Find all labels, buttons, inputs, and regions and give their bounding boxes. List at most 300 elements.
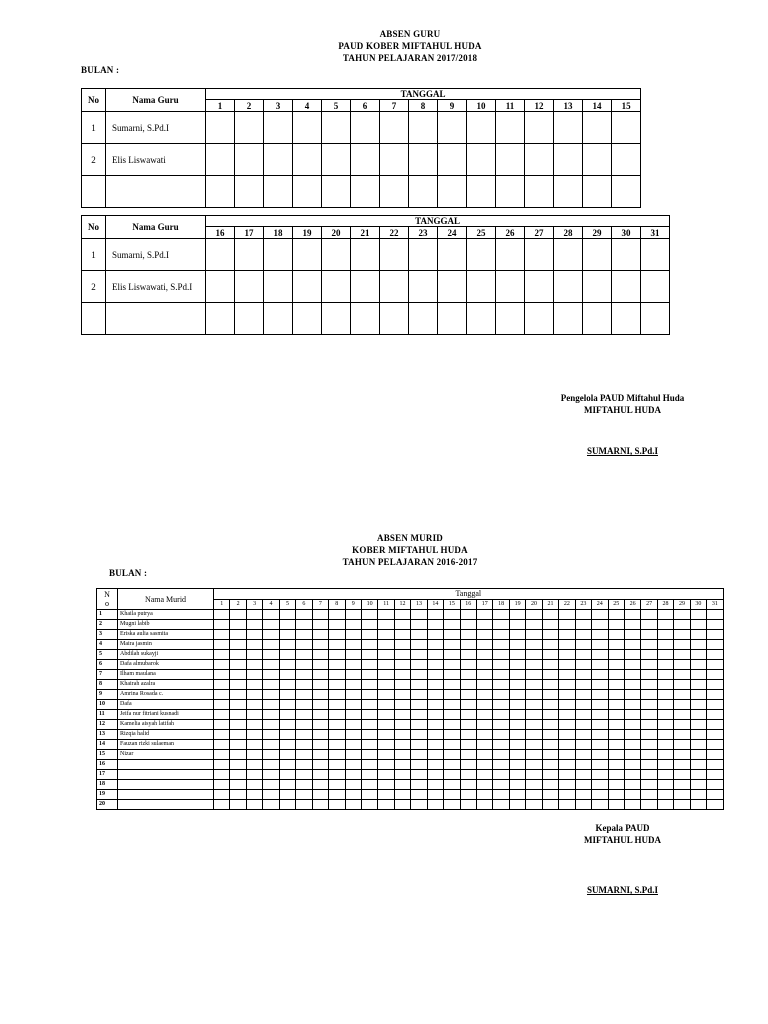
attendance-cell <box>460 800 476 810</box>
attendance-cell <box>296 780 312 790</box>
attendance-cell <box>214 640 230 650</box>
attendance-cell <box>592 640 608 650</box>
attendance-cell <box>509 610 525 620</box>
row-number: 1 <box>82 112 106 144</box>
col-no-header: No <box>82 216 106 239</box>
attendance-cell <box>322 176 351 208</box>
attendance-cell <box>394 610 410 620</box>
student-row <box>97 680 724 690</box>
attendance-cell <box>608 770 624 780</box>
attendance-cell <box>411 650 427 660</box>
attendance-cell <box>657 630 673 640</box>
attendance-cell <box>394 770 410 780</box>
attendance-cell <box>427 670 443 680</box>
attendance-cell <box>361 740 377 750</box>
attendance-cell <box>542 680 558 690</box>
attendance-cell <box>509 740 525 750</box>
date-header-cell: 25 <box>608 600 624 610</box>
date-header-cell: 29 <box>583 227 612 239</box>
attendance-cell <box>493 620 509 630</box>
attendance-cell <box>329 640 345 650</box>
attendance-cell <box>657 800 673 810</box>
attendance-cell <box>467 176 496 208</box>
student-row <box>97 710 724 720</box>
attendance-cell <box>279 690 295 700</box>
attendance-cell <box>329 650 345 660</box>
attendance-cell <box>542 620 558 630</box>
attendance-cell <box>592 780 608 790</box>
attendance-cell <box>674 670 690 680</box>
attendance-cell <box>493 790 509 800</box>
row-number: 3 <box>97 630 118 640</box>
student-row <box>97 750 724 760</box>
attendance-cell <box>246 680 262 690</box>
murid-school: KOBER MIFTAHUL HUDA <box>352 545 468 555</box>
attendance-cell <box>559 760 575 770</box>
date-header-cell: 8 <box>409 100 438 112</box>
date-header-cell: 23 <box>575 600 591 610</box>
attendance-cell <box>641 790 657 800</box>
student-name: Dafa almubarok <box>118 660 214 670</box>
attendance-cell <box>493 730 509 740</box>
attendance-cell <box>460 660 476 670</box>
teacher-row <box>82 144 641 176</box>
attendance-cell <box>477 780 493 790</box>
attendance-cell <box>378 690 394 700</box>
date-header-cell: 30 <box>690 600 706 610</box>
row-number: 2 <box>82 144 106 176</box>
attendance-cell <box>612 144 641 176</box>
attendance-cell <box>608 800 624 810</box>
date-header-cell: 11 <box>496 100 525 112</box>
attendance-cell <box>296 720 312 730</box>
attendance-cell <box>575 720 591 730</box>
attendance-cell <box>411 630 427 640</box>
attendance-cell <box>394 760 410 770</box>
attendance-cell <box>378 770 394 780</box>
attendance-cell <box>230 710 246 720</box>
attendance-cell <box>477 710 493 720</box>
attendance-cell <box>296 710 312 720</box>
attendance-cell <box>624 710 640 720</box>
attendance-cell <box>674 660 690 670</box>
attendance-cell <box>427 680 443 690</box>
attendance-cell <box>444 740 460 750</box>
attendance-cell <box>525 303 554 335</box>
attendance-cell <box>592 650 608 660</box>
attendance-cell <box>575 740 591 750</box>
attendance-cell <box>296 620 312 630</box>
attendance-cell <box>592 690 608 700</box>
attendance-cell <box>592 760 608 770</box>
attendance-cell <box>657 680 673 690</box>
teacher-name <box>106 176 206 208</box>
attendance-cell <box>214 750 230 760</box>
attendance-cell <box>493 760 509 770</box>
attendance-cell <box>411 780 427 790</box>
attendance-cell <box>554 271 583 303</box>
attendance-cell <box>444 610 460 620</box>
attendance-cell <box>345 760 361 770</box>
attendance-cell <box>496 303 525 335</box>
attendance-cell <box>427 740 443 750</box>
attendance-cell <box>657 740 673 750</box>
date-header-cell: 5 <box>279 600 295 610</box>
attendance-cell <box>509 650 525 660</box>
attendance-cell <box>312 770 328 780</box>
date-header-cell: 18 <box>264 227 293 239</box>
row-number: 2 <box>97 620 118 630</box>
attendance-cell <box>380 271 409 303</box>
murid-title: ABSEN MURID <box>377 533 443 543</box>
attendance-cell <box>279 620 295 630</box>
guru-signature-name: SUMARNI, S.Pd.I <box>586 446 658 456</box>
attendance-cell <box>707 740 723 750</box>
attendance-cell <box>312 640 328 650</box>
attendance-cell <box>296 800 312 810</box>
attendance-cell <box>235 303 264 335</box>
student-row <box>97 740 724 750</box>
attendance-cell <box>542 650 558 660</box>
attendance-cell <box>296 630 312 640</box>
attendance-cell <box>641 650 657 660</box>
attendance-cell <box>624 700 640 710</box>
attendance-cell <box>444 730 460 740</box>
attendance-cell <box>246 790 262 800</box>
attendance-cell <box>460 630 476 640</box>
attendance-cell <box>279 630 295 640</box>
attendance-cell <box>526 710 542 720</box>
attendance-cell <box>438 271 467 303</box>
attendance-cell <box>264 112 293 144</box>
date-header-cell: 5 <box>322 100 351 112</box>
murid-bulan-label: BULAN : <box>109 568 148 578</box>
student-row <box>97 780 724 790</box>
attendance-cell <box>361 690 377 700</box>
attendance-cell <box>542 640 558 650</box>
attendance-cell <box>329 660 345 670</box>
row-number: 1 <box>82 239 106 271</box>
attendance-cell <box>657 650 673 660</box>
attendance-cell <box>263 770 279 780</box>
row-number: 8 <box>97 680 118 690</box>
attendance-cell <box>509 780 525 790</box>
attendance-cell <box>559 680 575 690</box>
date-header-cell: 14 <box>427 600 443 610</box>
date-header-cell: 23 <box>409 227 438 239</box>
attendance-cell <box>612 239 641 271</box>
attendance-cell <box>444 780 460 790</box>
attendance-cell <box>329 700 345 710</box>
attendance-cell <box>674 640 690 650</box>
attendance-cell <box>460 640 476 650</box>
student-name: Amrina Rosada c. <box>118 690 214 700</box>
attendance-cell <box>624 770 640 780</box>
attendance-cell <box>477 800 493 810</box>
guru-school: PAUD KOBER MIFTAHUL HUDA <box>338 41 482 51</box>
attendance-cell <box>509 770 525 780</box>
row-number <box>82 176 106 208</box>
attendance-cell <box>690 730 706 740</box>
attendance-cell <box>246 660 262 670</box>
attendance-cell <box>378 760 394 770</box>
attendance-cell <box>526 660 542 670</box>
date-header-cell: 6 <box>296 600 312 610</box>
attendance-cell <box>575 650 591 660</box>
attendance-cell <box>378 670 394 680</box>
attendance-cell <box>246 630 262 640</box>
attendance-cell <box>378 780 394 790</box>
attendance-cell <box>542 720 558 730</box>
row-number: 17 <box>97 770 118 780</box>
attendance-cell <box>477 620 493 630</box>
attendance-cell <box>263 610 279 620</box>
attendance-cell <box>657 790 673 800</box>
attendance-cell <box>263 720 279 730</box>
attendance-cell <box>296 700 312 710</box>
attendance-cell <box>526 790 542 800</box>
attendance-cell <box>559 710 575 720</box>
attendance-cell <box>559 620 575 630</box>
student-name: Ilham maulana <box>118 670 214 680</box>
attendance-cell <box>427 770 443 780</box>
attendance-cell <box>361 620 377 630</box>
attendance-cell <box>411 660 427 670</box>
attendance-cell <box>263 630 279 640</box>
attendance-cell <box>583 271 612 303</box>
col-no-header: N o <box>97 589 118 610</box>
student-row <box>97 700 724 710</box>
attendance-cell <box>493 630 509 640</box>
attendance-cell <box>526 630 542 640</box>
attendance-cell <box>296 610 312 620</box>
attendance-cell <box>264 176 293 208</box>
attendance-cell <box>674 750 690 760</box>
murid-table <box>96 588 724 810</box>
student-row <box>97 650 724 660</box>
attendance-cell <box>263 700 279 710</box>
attendance-cell <box>378 740 394 750</box>
attendance-cell <box>378 630 394 640</box>
attendance-cell <box>427 630 443 640</box>
attendance-cell <box>235 144 264 176</box>
attendance-cell <box>235 176 264 208</box>
attendance-cell <box>707 720 723 730</box>
attendance-cell <box>542 740 558 750</box>
attendance-cell <box>279 670 295 680</box>
attendance-cell <box>641 670 657 680</box>
attendance-cell <box>279 640 295 650</box>
attendance-cell <box>575 790 591 800</box>
attendance-cell <box>312 630 328 640</box>
attendance-cell <box>345 620 361 630</box>
attendance-cell <box>477 770 493 780</box>
attendance-cell <box>378 800 394 810</box>
attendance-cell <box>263 650 279 660</box>
date-header-cell: 9 <box>438 100 467 112</box>
date-header-cell: 17 <box>235 227 264 239</box>
attendance-cell <box>641 303 670 335</box>
attendance-cell <box>575 620 591 630</box>
student-name <box>118 770 214 780</box>
attendance-cell <box>592 620 608 630</box>
attendance-cell <box>394 780 410 790</box>
attendance-cell <box>293 303 322 335</box>
attendance-cell <box>624 760 640 770</box>
attendance-cell <box>674 760 690 770</box>
attendance-cell <box>427 710 443 720</box>
attendance-cell <box>559 750 575 760</box>
attendance-cell <box>246 730 262 740</box>
attendance-cell <box>312 610 328 620</box>
attendance-cell <box>312 760 328 770</box>
attendance-cell <box>542 770 558 780</box>
attendance-cell <box>690 660 706 670</box>
attendance-cell <box>427 610 443 620</box>
attendance-cell <box>444 750 460 760</box>
attendance-cell <box>624 650 640 660</box>
attendance-cell <box>509 800 525 810</box>
attendance-cell <box>690 630 706 640</box>
attendance-cell <box>361 760 377 770</box>
attendance-cell <box>493 710 509 720</box>
attendance-cell <box>592 740 608 750</box>
attendance-cell <box>542 690 558 700</box>
attendance-cell <box>444 660 460 670</box>
attendance-cell <box>707 660 723 670</box>
attendance-cell <box>525 239 554 271</box>
attendance-cell <box>378 650 394 660</box>
attendance-cell <box>641 740 657 750</box>
attendance-cell <box>263 640 279 650</box>
attendance-cell <box>657 760 673 770</box>
attendance-cell <box>394 670 410 680</box>
attendance-cell <box>296 660 312 670</box>
attendance-cell <box>230 740 246 750</box>
student-row <box>97 660 724 670</box>
attendance-cell <box>542 630 558 640</box>
attendance-cell <box>214 620 230 630</box>
attendance-cell <box>378 620 394 630</box>
attendance-cell <box>657 700 673 710</box>
attendance-cell <box>674 610 690 620</box>
attendance-cell <box>460 760 476 770</box>
attendance-cell <box>575 710 591 720</box>
attendance-cell <box>641 720 657 730</box>
attendance-cell <box>624 780 640 790</box>
guru-signature-org: MIFTAHUL HUDA <box>583 405 662 415</box>
attendance-cell <box>380 303 409 335</box>
date-header-cell: 25 <box>467 227 496 239</box>
attendance-cell <box>263 660 279 670</box>
attendance-cell <box>411 800 427 810</box>
attendance-cell <box>246 620 262 630</box>
student-name: Rizqia halid <box>118 730 214 740</box>
attendance-cell <box>575 780 591 790</box>
attendance-cell <box>361 710 377 720</box>
attendance-cell <box>230 730 246 740</box>
attendance-cell <box>624 750 640 760</box>
row-number: 2 <box>82 271 106 303</box>
attendance-cell <box>246 750 262 760</box>
attendance-cell <box>380 176 409 208</box>
tanggal-header: Tanggal <box>214 589 724 600</box>
attendance-cell <box>690 640 706 650</box>
attendance-cell <box>361 780 377 790</box>
attendance-cell <box>641 780 657 790</box>
attendance-cell <box>477 680 493 690</box>
attendance-cell <box>509 730 525 740</box>
attendance-cell <box>264 144 293 176</box>
attendance-cell <box>575 730 591 740</box>
date-header-cell: 1 <box>206 100 235 112</box>
teacher-row <box>82 303 670 335</box>
attendance-cell <box>707 730 723 740</box>
attendance-cell <box>329 750 345 760</box>
attendance-cell <box>361 750 377 760</box>
student-name: Fauzan rizki sulaeman <box>118 740 214 750</box>
student-row <box>97 670 724 680</box>
attendance-cell <box>641 730 657 740</box>
guru-title: ABSEN GURU <box>379 29 441 39</box>
attendance-cell <box>246 720 262 730</box>
attendance-cell <box>312 730 328 740</box>
attendance-cell <box>493 650 509 660</box>
attendance-cell <box>477 630 493 640</box>
attendance-cell <box>608 700 624 710</box>
attendance-cell <box>361 800 377 810</box>
attendance-cell <box>542 790 558 800</box>
attendance-cell <box>279 710 295 720</box>
attendance-cell <box>230 660 246 670</box>
attendance-cell <box>460 610 476 620</box>
attendance-cell <box>312 660 328 670</box>
attendance-cell <box>641 239 670 271</box>
attendance-cell <box>263 690 279 700</box>
attendance-cell <box>438 144 467 176</box>
attendance-cell <box>345 660 361 670</box>
guru-year: TAHUN PELAJARAN 2017/2018 <box>342 53 478 63</box>
attendance-cell <box>493 640 509 650</box>
attendance-cell <box>460 790 476 800</box>
attendance-cell <box>554 144 583 176</box>
date-header-cell: 3 <box>246 600 262 610</box>
attendance-cell <box>296 690 312 700</box>
attendance-cell <box>608 670 624 680</box>
attendance-cell <box>477 670 493 680</box>
attendance-cell <box>214 740 230 750</box>
attendance-cell <box>690 720 706 730</box>
attendance-cell <box>409 144 438 176</box>
attendance-cell <box>690 610 706 620</box>
attendance-cell <box>427 750 443 760</box>
date-header-cell: 1 <box>214 600 230 610</box>
attendance-cell <box>624 680 640 690</box>
attendance-cell <box>657 710 673 720</box>
attendance-cell <box>246 670 262 680</box>
attendance-cell <box>329 610 345 620</box>
date-header-cell: 29 <box>674 600 690 610</box>
attendance-cell <box>624 670 640 680</box>
attendance-cell <box>378 750 394 760</box>
teacher-row <box>82 239 670 271</box>
attendance-cell <box>690 790 706 800</box>
attendance-cell <box>583 239 612 271</box>
attendance-cell <box>279 790 295 800</box>
attendance-cell <box>526 700 542 710</box>
attendance-cell <box>444 800 460 810</box>
attendance-cell <box>690 780 706 790</box>
